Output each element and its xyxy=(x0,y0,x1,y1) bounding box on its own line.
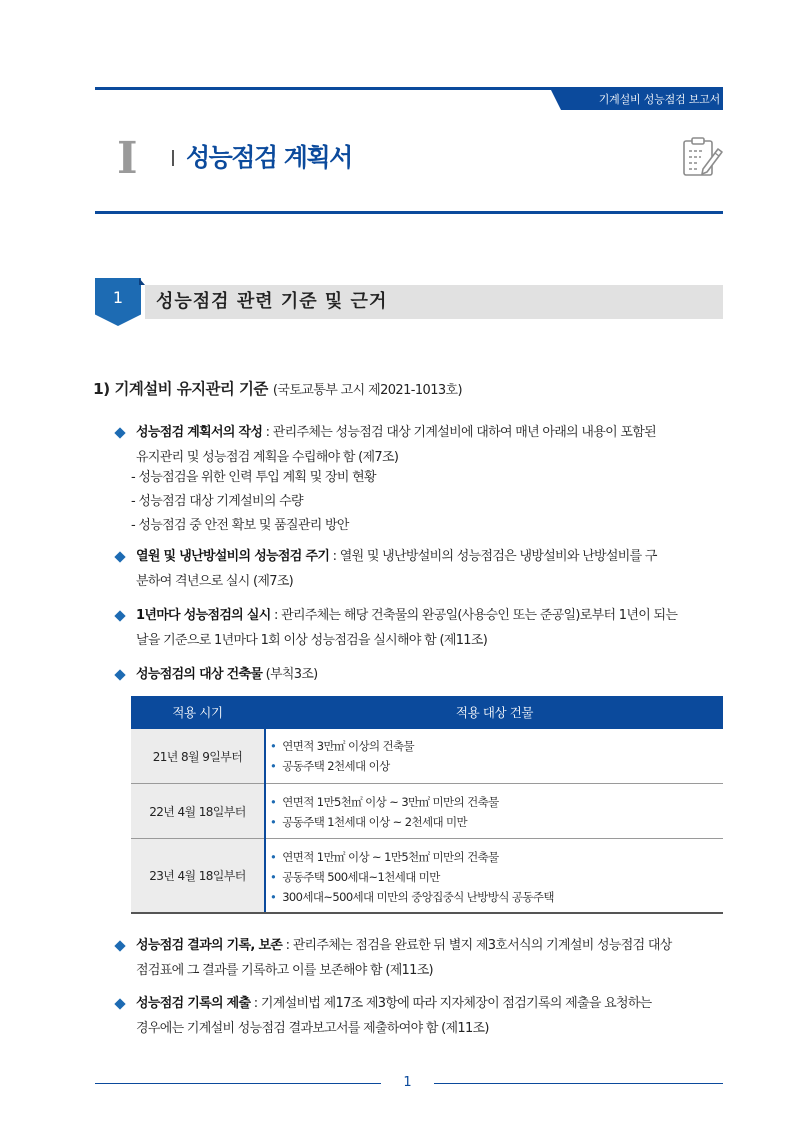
bullet-term: 성능점검의 대상 건축물 xyxy=(136,667,263,682)
diamond-bullet-icon xyxy=(114,551,125,562)
footer-rule-right xyxy=(434,1083,723,1084)
bullet-text: (부칙3조) xyxy=(262,667,318,682)
section-number: 1 xyxy=(112,288,124,307)
table-header-period: 적용 시기 xyxy=(131,696,264,729)
table-row-item: • 공동주택 500세대~1천세대 미만 xyxy=(270,870,440,884)
table-column-divider xyxy=(264,696,266,912)
bullet-dot-icon: • xyxy=(270,870,277,884)
table-cell-period: 22년 4월 18일부터 xyxy=(131,784,264,838)
subsection-reference: (국토교통부 고시 제2021-1013호) xyxy=(272,383,462,398)
bullet-plan-writing xyxy=(136,421,726,470)
chapter-divider xyxy=(172,150,174,166)
table-cell-targets xyxy=(266,847,723,907)
clipboard-pen-icon xyxy=(680,135,724,179)
bullet-dot-icon: • xyxy=(270,815,277,829)
table-row-item: • 공동주택 1천세대 이상 ~ 2천세대 미만 xyxy=(270,815,468,829)
subsection-title: 1) 기계설비 유지관리 기준 xyxy=(93,380,268,398)
sub-item: - 성능점검 중 안전 확보 및 품질관리 방안 xyxy=(131,518,349,533)
sub-item: - 성능점검 대상 기계설비의 수량 xyxy=(131,494,303,509)
table-row-item: • 연면적 1만5천㎡ 이상 ~ 3만㎡ 미만의 건축물 xyxy=(270,795,499,809)
bullet-dot-icon: • xyxy=(270,890,277,904)
bullet-text-line2: 날을 기준으로 1년마다 1회 이상 성능점검을 실시해야 함 (제11조) xyxy=(136,632,488,648)
subsection-heading xyxy=(93,378,462,402)
table-row-item: • 300세대~500세대 미만의 중앙집중식 난방방식 공동주택 xyxy=(270,890,554,904)
chapter-title: 성능점검 계획서 xyxy=(186,143,352,172)
table-bottom-rule xyxy=(131,912,723,914)
table-cell-period: 23년 4월 18일부터 xyxy=(131,839,264,912)
bullet-term: 성능점검 계획서의 작성 xyxy=(136,425,263,440)
bullet-record-submission xyxy=(136,992,726,1041)
bullet-target-buildings xyxy=(136,663,726,688)
table-row-item: • 연면적 1만㎡ 이상 ~ 1만5천㎡ 미만의 건축물 xyxy=(270,850,499,864)
table-header-targets: 적용 대상 건물 xyxy=(266,696,723,729)
bullet-text: : 열원 및 냉난방설비의 성능점검은 냉방설비와 난방설비를 구 xyxy=(329,549,657,564)
page-number: 1 xyxy=(403,1075,412,1090)
diamond-bullet-icon xyxy=(114,427,125,438)
bullet-term: 열원 및 냉난방설비의 성능점검 주기 xyxy=(136,549,330,564)
table-row-item: • 연면적 3만㎡ 이상의 건축물 xyxy=(270,739,415,753)
bullet-text: : 관리주체는 해당 건축물의 완공일(사용승인 또는 준공일)로부터 1년이 되는 xyxy=(270,608,678,623)
chapter-numeral: I xyxy=(117,133,138,184)
bullet-text: : 관리주체는 성능점검 대상 기계설비에 대하여 매년 아래의 내용이 포함된 xyxy=(262,425,656,440)
bullet-record-keeping xyxy=(136,934,726,983)
header-top-rule xyxy=(95,87,723,90)
diamond-bullet-icon xyxy=(114,998,125,1009)
bullet-dot-icon: • xyxy=(270,795,277,809)
bullet-text-line2: 유지관리 및 성능점검 계획을 수립해야 함 (제7조) xyxy=(136,449,399,465)
bullet-term: 성능점검 결과의 기록, 보존 xyxy=(136,938,283,953)
table-row-item: • 공동주택 2천세대 이상 xyxy=(270,759,390,773)
table-cell-targets xyxy=(266,792,723,832)
table-cell-targets xyxy=(266,736,723,776)
bullet-term: 1년마다 성능점검의 실시 xyxy=(136,608,271,623)
bullet-dot-icon: • xyxy=(270,850,277,864)
report-tag-label: 기계설비 성능점검 보고서 xyxy=(598,93,720,106)
sub-item: - 성능점검을 위한 인력 투입 계획 및 장비 현황 xyxy=(131,470,376,485)
table-cell-period: 21년 8월 9일부터 xyxy=(131,729,264,783)
footer-rule-left xyxy=(95,1083,381,1084)
diamond-bullet-icon xyxy=(114,669,125,680)
diamond-bullet-icon xyxy=(114,610,125,621)
bullet-text-line2: 경우에는 기계설비 성능점검 결과보고서를 제출하여야 함 (제11조) xyxy=(136,1020,489,1036)
bullet-text: : 관리주체는 점검을 완료한 뒤 별지 제3호서식의 기계설비 성능점검 대상 xyxy=(282,938,672,953)
bullet-term: 성능점검 기록의 제출 xyxy=(136,996,251,1011)
bullet-inspection-cycle xyxy=(136,545,726,594)
bullet-dot-icon: • xyxy=(270,739,277,753)
bullet-text: : 기계설비법 제17조 제3항에 따라 지자체장이 점검기록의 제출을 요청하는 xyxy=(250,996,652,1011)
header-bottom-rule xyxy=(95,211,723,214)
bullet-text-line2: 점검표에 그 결과를 기록하고 이를 보존해야 함 (제11조) xyxy=(136,962,433,978)
bullet-dot-icon: • xyxy=(270,759,277,773)
section-title: 성능점검 관련 기준 및 근거 xyxy=(156,291,388,312)
diamond-bullet-icon xyxy=(114,940,125,951)
bullet-text-line2: 분하여 격년으로 실시 (제7조) xyxy=(136,573,294,589)
bullet-yearly-inspection xyxy=(136,604,726,653)
